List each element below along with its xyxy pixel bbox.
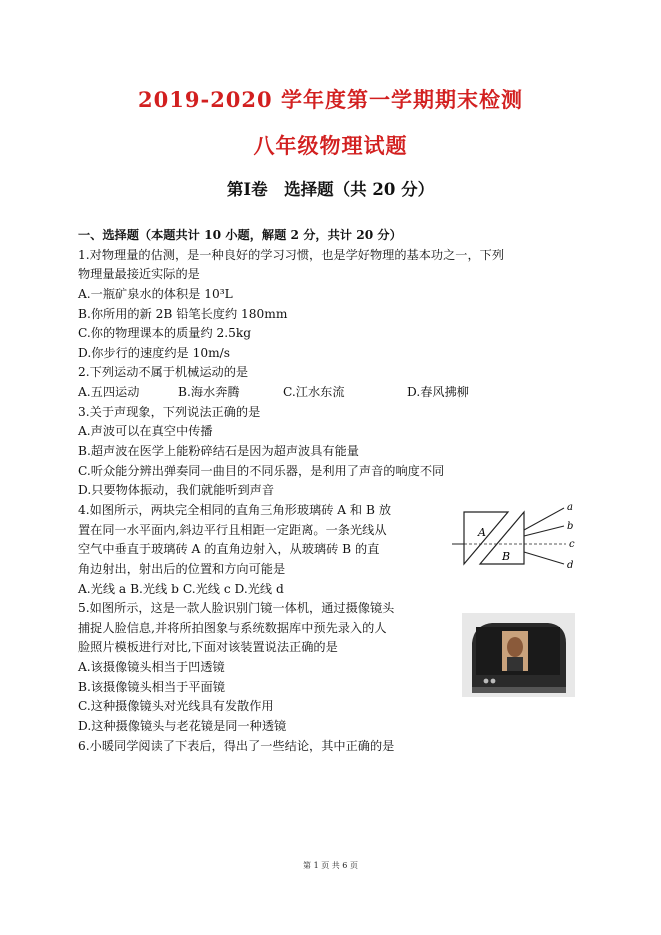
q5-stem-line2: 捕捉人脸信息,并将所拍图象与系统数据库中预先录入的人 xyxy=(78,620,387,635)
exam-title: 2019-2020 学年度第一学期期末检测 xyxy=(138,87,523,112)
section-title: 第Ⅰ卷 选择题（共 20 分） xyxy=(226,180,435,199)
q2-stem: 2.下列运动不属于机械运动的是 xyxy=(78,365,249,380)
glass-blocks-figure xyxy=(452,500,582,575)
face-recognition-device-image xyxy=(462,613,575,697)
label-block-b: B xyxy=(502,550,511,563)
q2-options xyxy=(78,383,598,403)
q1-option-a: A.一瓶矿泉水的体积是 10³L xyxy=(78,286,233,301)
q1-option-d: D.你步行的速度约是 10m/s xyxy=(78,345,231,360)
label-ray-b: b xyxy=(567,521,574,532)
q1-stem-line1: 1.对物理量的估测，是一种良好的学习习惯，也是学好物理的基本功之一，下列 xyxy=(78,247,505,262)
label-ray-a: a xyxy=(567,502,573,513)
page-footer: 第 1 页 共 6 页 xyxy=(303,861,358,870)
ray-d-line xyxy=(524,552,564,564)
q1-option-b: B.你所用的新 2B 铅笔长度约 180mm xyxy=(78,306,288,321)
q3-option-d: D.只要物体振动，我们就能听到声音 xyxy=(78,483,275,498)
q5-stem-line1: 5.如图所示，这是一款人脸识别门镜一体机，通过摄像镜头 xyxy=(78,601,395,616)
device-base xyxy=(472,687,566,693)
q1-option-c: C.你的物理课本的质量约 2.5kg xyxy=(78,326,252,341)
sensor-icon xyxy=(484,679,489,684)
q4-stem-line1: 4.如图所示，两块完全相同的直角三角形玻璃砖 A 和 B 放 xyxy=(78,502,392,517)
q4-stem-line3: 空气中垂直于玻璃砖 A 的直角边射入，从玻璃砖 B 的直 xyxy=(78,542,380,557)
q5-stem-line3: 脸照片模板进行对比,下面对该装置说法正确的是 xyxy=(78,640,338,655)
q5-option-c: C.这种摄像镜头对光线具有发散作用 xyxy=(78,699,274,714)
sensor-icon xyxy=(491,679,496,684)
exam-subtitle: 八年级物理试题 xyxy=(253,133,408,158)
label-ray-c: c xyxy=(569,539,575,550)
q3-option-c: C.听众能分辨出弹奏同一曲目的不同乐器，是利用了声音的响度不同 xyxy=(78,463,445,478)
q6-stem: 6.小暖同学阅读了下表后，得出了一些结论，其中正确的是 xyxy=(78,738,395,753)
q2-option-d: D.春风拂柳 xyxy=(407,385,469,400)
q5-option-a: A.该摄像镜头相当于凹透镜 xyxy=(78,660,225,675)
ray-a-line xyxy=(524,508,564,530)
q4-stem-line2: 置在同一水平面内,斜边平行且相距一定距离。一条光线从 xyxy=(78,522,387,537)
label-block-a: A xyxy=(478,526,486,539)
q2-option-c: C.江水东流 xyxy=(283,385,345,400)
q4-options: A.光线 a B.光线 b C.光线 c D.光线 d xyxy=(78,581,284,596)
q5-option-d: D.这种摄像镜头与老花镜是同一种透镜 xyxy=(78,719,287,734)
q2-option-b: B.海水奔腾 xyxy=(178,385,240,400)
section-heading: 一、选择题（本题共计 10 小题，解题 2 分，共计 20 分） xyxy=(78,228,402,242)
q3-stem: 3.关于声现象，下列说法正确的是 xyxy=(78,404,261,419)
q1-stem-line2: 物理量最接近实际的是 xyxy=(78,267,200,282)
q5-option-b: B.该摄像镜头相当于平面镜 xyxy=(78,679,225,694)
ray-b-line xyxy=(524,526,564,536)
q4-stem-line4: 角边射出，射出后的位置和方向可能是 xyxy=(78,561,286,576)
q2-option-a: A.五四运动 xyxy=(78,385,140,400)
q3-option-a: A.声波可以在真空中传播 xyxy=(78,424,213,439)
q3-option-b: B.超声波在医学上能粉碎结石是因为超声波具有能量 xyxy=(78,444,359,459)
label-ray-d: d xyxy=(567,560,574,571)
